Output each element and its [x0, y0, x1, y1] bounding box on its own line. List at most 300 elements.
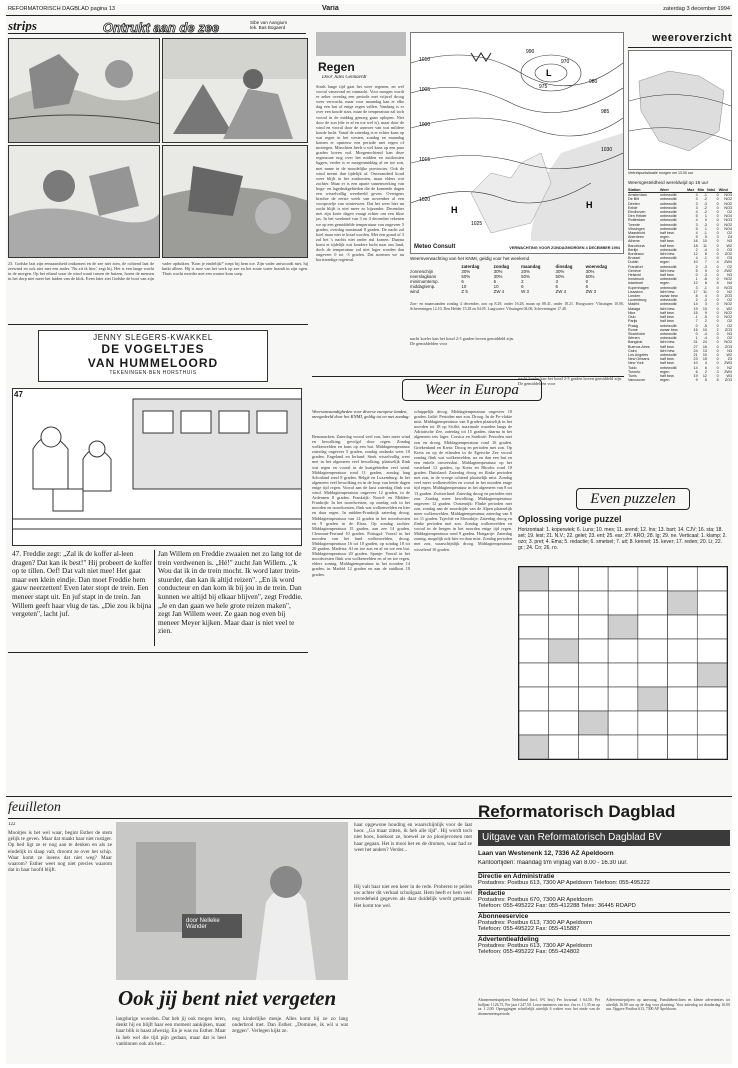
map-caption: VERWACHTING VOOR ZONDAGMORGEN 4 DECEMBER 1994	[509, 246, 620, 250]
table-cell: 0	[716, 205, 719, 210]
crossword-cell	[578, 687, 608, 711]
table-cell: Helsinki	[628, 273, 641, 278]
table-cell: onbewolkt	[659, 285, 677, 290]
table-cell: 5	[695, 268, 698, 273]
crossword-cell	[697, 663, 727, 687]
puzzel-title: Even puzzelen	[576, 488, 690, 510]
table-cell: -2	[703, 205, 707, 210]
vogeltjes-text-left: 47. Freddie zegt: „Zal ik de koffer al-leen dragen? Dat kan ik best!" Hij probeert de koffer op te tillen. Oef! Dat valt niet mee! Het gaat maar een klein eindje. Dan moet Freddie hem gauw neerzetten! Even later stopt de trein. Een meneer stapt uit. En juf stapt in de trein. Jan Willem geeft haar vlug de tas. „Die zou ik bijna vergeten", lacht juf.	[12, 550, 152, 619]
table-cell: 11	[703, 243, 707, 248]
table-cell: onbewolkt	[659, 193, 677, 198]
table-cell: 0	[716, 373, 719, 378]
crossword-cell	[519, 615, 549, 639]
table-cell: half bew.	[659, 373, 675, 378]
regen-continue: nacht koeler kan het koud 2-3 graden boven gemiddeld zijn. De gemiddelden voor	[410, 336, 514, 347]
table-cell: 16	[702, 344, 707, 349]
rd-section: Abonneeservice Postadres: Postbus 613, 7300 AP Apeldoorn Telefoon: 055-495222 Fax: 055-415887	[478, 912, 730, 932]
crossword-cell	[519, 735, 549, 759]
table-cell: licht bew.	[659, 289, 676, 294]
rd-sections	[478, 870, 730, 994]
table-cell: regen	[659, 369, 670, 374]
table-cell: 0	[716, 340, 719, 345]
crossword-cell	[578, 639, 608, 663]
table-cell: 7	[695, 319, 698, 324]
isobar-label: 975	[539, 84, 548, 90]
table-cell: onbewolkt	[659, 205, 677, 210]
rd-office: Kantoortijden: maandag t/m vrijdag van 8.00 - 16.30 uur.	[478, 860, 628, 866]
table-cell: half bew.	[659, 319, 675, 324]
table-cell: 0	[716, 285, 719, 290]
table-row	[628, 378, 732, 382]
table-cell: NO3	[724, 218, 732, 223]
table-cell: Eindhoven	[628, 210, 646, 215]
forecast-header: woensdag	[585, 264, 608, 269]
table-cell: 0	[716, 357, 719, 362]
rd-section: Redactie Postadres: Postbus 670, 7300 AR Apeldoorn Telefoon: 055-495222 Fax: 055-412288 Telex: 36445 RDAPD	[478, 889, 730, 909]
table-cell: ZW4	[724, 260, 732, 265]
table-cell: 15	[693, 310, 698, 315]
table-cell: 3	[695, 222, 698, 227]
isobar-label: 1010	[419, 57, 431, 63]
crossword-grid	[518, 566, 728, 760]
header-left: REFORMATORISCH DAGBLAD pagina 13	[8, 6, 116, 12]
table-cell: Toronto	[628, 369, 641, 374]
table-cell: New Orleans	[628, 357, 650, 362]
table-cell: O3	[727, 256, 732, 261]
table-cell: 24	[702, 340, 707, 345]
isobar-label: 980	[589, 79, 598, 85]
table-cell: NO2	[724, 302, 732, 307]
table-cell: 19	[693, 306, 698, 311]
table-cell: Parijs	[628, 319, 638, 324]
table-cell: 0	[716, 294, 719, 299]
table-cell: Wenen	[628, 336, 640, 341]
table-cell: 1	[704, 214, 707, 219]
table-cell: 0	[716, 306, 719, 311]
svg-text:L: L	[546, 68, 552, 78]
crossword-cell	[668, 663, 698, 687]
table-cell: half bew.	[659, 361, 675, 366]
isobar-label: 1020	[419, 197, 431, 203]
table-cell: zwaar bew.	[659, 327, 679, 332]
europa-continue: nacht koeler kan het koud 2-3 graden boven gemiddeld zijn. De gemiddelden voor	[518, 376, 622, 387]
table-cell: onbewolkt	[659, 323, 677, 328]
svg-text:H: H	[451, 205, 458, 215]
table-cell: half bew.	[659, 315, 675, 320]
table-cell: onbewolkt	[659, 214, 677, 219]
table-cell: 0	[695, 331, 698, 336]
table-cell: onbewolkt	[659, 277, 677, 282]
table-cell: 0	[716, 302, 719, 307]
vogeltjes-header	[38, 330, 268, 382]
crossword-cell	[668, 567, 698, 591]
feuilleton-text-5: Hij valt haar niet een keer in de rede. Proberen te peilen uw achter dit verhaal schuilgaat. Hem heeft er hem veel tevredeheid gegeven als daar duidelijk wordt gemaakt. Het komt toe wel.	[354, 884, 472, 909]
table-cell: O2	[727, 323, 732, 328]
crossword-cell	[697, 591, 727, 615]
crossword-cell	[638, 711, 668, 735]
table-cell: NO3	[724, 205, 732, 210]
table-cell: 24	[693, 348, 698, 353]
forecast-header: zaterdag	[461, 264, 480, 269]
crossword-cell	[578, 735, 608, 759]
feuilleton-byline: door Nelleke Wander	[182, 914, 242, 938]
table-cell: 10	[702, 327, 707, 332]
table-cell: onbewolkt	[659, 352, 677, 357]
table-cell: 23	[693, 357, 698, 362]
europa-text-2: schappelijk droog. Middagtemperatuur ongeveer 18 graden. Italië: Perioden met zon. Droog. In de Po-vlakte mist. Middagtemperatuur van 8 graden plaatselijk in het noorden tot 18 op Sicilië, maximale waarden langs de Adriatische Zee, zaterdag tot 15 graden, daarna in het algemeen iets lager. Corsica en Sardinië: Perioden met zon en droog. Middagtemperatuur rond 16 graden. Griekenland en Kreta: Droog en perioden met zon. Op Kreta en op de eilanden in de Egeïsche Zee vooral zondag flink wat wolkenvelden, na en dan een bui en een enkele onweersbui. Middagtemperatuur op het vasteland 12 graden, op Kreta en Rhodos rond 18 graden. Duitsland: Zaterdag droog en flinke perioden met zon, in de vroege ochtend plaatselijk mist. Zondag veel meer wolkenvelden en vooral in het noorden enige tijd regen. Middagtemperatuur in het algemeen van 8 tot 13 graden. Zwitserland: Zaterdag droog en perioden met zon. Zondag meer bewolking. Middagtemperatuur ongeveer 12 graden. Oostenrijk: Flinke perioden met zon, zondag aan de noordzijde van de Alpen plaatselijk meer wolkenvelden. Middagtemperatuur zaterdag van 8 tot 11 graden. Tsjechië en Slowakije: Zaterdag droog en flinke perioden met zon. Zondag wolkenvelden en vooral in de bergen in het noorden enige tijd regen. Middagtemperatuur rond 9 graden. Hongarije: Zaterdag zonnig, mogelijk ook hier en daar mist. Zondag perioden met zon, waarschijnlijk droog. Middagtemperatuur wisselend 10 graden.	[414, 409, 512, 552]
crossword-cell	[578, 615, 608, 639]
table-cell: ZW2	[724, 268, 732, 273]
table-cell: Dublin	[628, 260, 639, 265]
table-cell: -2	[703, 197, 707, 202]
table-cell: O2	[727, 231, 732, 236]
crossword-cell	[697, 687, 727, 711]
crossword-cell	[638, 663, 668, 687]
table-cell: Cairo	[628, 348, 637, 353]
table-cell: 0	[716, 361, 719, 366]
regen-author: Door Jules Geimaerdt	[322, 75, 367, 80]
table-cell: ZW3	[724, 361, 732, 366]
forecast-header: maandag	[521, 264, 541, 269]
table-cell: 0	[716, 264, 719, 269]
table-cell: -5	[703, 323, 707, 328]
crossword-cell	[578, 663, 608, 687]
table-cell: 0	[716, 210, 719, 215]
crossword-cell	[519, 687, 549, 711]
table-cell: -3	[703, 273, 707, 278]
table-cell: 0	[716, 239, 719, 244]
table-row: neerslagkans 50% 30% 50% 50% 60%	[410, 274, 595, 279]
table-cell: ZW4	[724, 369, 732, 374]
header-right: zaterdag 3 december 1994	[663, 6, 730, 12]
crossword-cell	[519, 591, 549, 615]
regen-title: Regen	[318, 60, 355, 74]
table-cell: ZO3	[724, 344, 732, 349]
table-row: zonneschijn 30% 30% 20% 30% 30%	[410, 269, 595, 274]
strips-title: Ontrukt aan de zee	[102, 20, 220, 35]
feuilleton-text-2: langdurige woorden. Dat heb jij ook mogen leren, denkt hij en blijft haar een moment aankijken, maar haar blik is haast afwezig. En je was nu Esther. Maar ik heb wel die tijd pijn gedaan, maar dat is heel vanbinnen ook als het...	[116, 1016, 226, 1047]
crossword-cell	[549, 687, 579, 711]
crossword-cell	[519, 567, 549, 591]
forecast-table	[410, 264, 624, 294]
crossword-cell	[549, 639, 579, 663]
table-cell: Aberdeen	[628, 235, 644, 240]
table-cell: regen	[659, 378, 670, 383]
table-cell: 4	[716, 260, 719, 265]
table-cell: 10	[702, 239, 707, 244]
table-cell: 4	[695, 256, 698, 261]
table-cell: -6	[703, 277, 707, 282]
table-cell: onbewolkt	[659, 226, 677, 231]
crossword-cell	[519, 663, 549, 687]
table-cell: 31	[693, 340, 698, 345]
table-cell: -4	[703, 336, 707, 341]
table-cell: Londen	[628, 294, 641, 299]
crossword-cell	[608, 615, 638, 639]
table-cell: 1	[695, 336, 698, 341]
table-cell: 14	[693, 365, 698, 370]
table-cell: NO2	[724, 315, 732, 320]
table-cell: 0	[716, 252, 719, 257]
rd-publisher: Uitgave van Reformatorisch Dagblad BV	[478, 830, 730, 846]
world-map	[628, 50, 732, 170]
table-cell: 0	[716, 218, 719, 223]
table-cell: O2	[727, 336, 732, 341]
table-cell: 0	[716, 344, 719, 349]
table-cell: -1	[703, 256, 707, 261]
table-cell: licht bew.	[659, 340, 676, 345]
table-cell: 3	[716, 369, 719, 374]
feuilleton-title: Ook jij bent niet vergeten	[118, 986, 337, 1010]
table-cell: onbewolkt	[659, 264, 677, 269]
table-cell: 6	[695, 369, 698, 374]
table-cell: 0	[716, 323, 719, 328]
crossword-cell	[608, 639, 638, 663]
crossword-cell	[608, 687, 638, 711]
feuilleton-photo	[116, 822, 348, 980]
wo-header: Ndsl	[706, 188, 715, 192]
table-cell: N3	[727, 331, 732, 336]
table-cell: NO2	[724, 310, 732, 315]
isobar-label: 1015	[419, 157, 431, 163]
table-cell: 3	[704, 302, 707, 307]
table-cell: Malaga	[628, 306, 641, 311]
table-cell: Genève	[628, 268, 641, 273]
table-cell: onbewolkt	[659, 210, 677, 215]
table-cell: 10	[693, 361, 698, 366]
table-cell: 11	[703, 289, 707, 294]
table-cell: 0	[716, 197, 719, 202]
table-cell: half bew.	[659, 231, 675, 236]
table-cell: 2	[695, 264, 698, 269]
rd-section: Advertentieafdeling Postadres: Postbus 613, 7300 AP Apeldoorn Telefoon: 055-495222 Fax: 055-424802	[478, 935, 730, 955]
table-cell: 0	[716, 289, 719, 294]
weather-map	[410, 32, 624, 254]
strips-credits: Sibe van Aangium tek. Bas Bogaerd	[250, 20, 288, 31]
table-cell: -1	[703, 285, 707, 290]
table-cell: Bangkok	[628, 340, 643, 345]
crossword-cell	[549, 591, 579, 615]
weeroverzicht-table	[628, 188, 732, 382]
table-cell: New York	[628, 361, 644, 366]
table-row: minimumtemp. 6 6 2 3 0	[410, 279, 589, 284]
crossword-cell	[608, 567, 638, 591]
table-cell: Vlissingen	[628, 226, 645, 231]
table-cell: 4	[695, 193, 698, 198]
table-cell: Den Helder	[628, 214, 647, 219]
table-cell: Madrid	[628, 302, 640, 307]
table-cell: onbewolkt	[659, 218, 677, 223]
crossword-cell	[668, 591, 698, 615]
isobar-label: 985	[601, 109, 610, 115]
table-cell: N3	[727, 348, 732, 353]
table-cell: NO2	[724, 222, 732, 227]
table-cell: 0	[716, 331, 719, 336]
crossword-cell	[668, 687, 698, 711]
table-cell: NO4	[724, 226, 732, 231]
table-cell: 12	[693, 252, 698, 257]
crossword-cell	[668, 639, 698, 663]
table-cell: 3	[716, 235, 719, 240]
crossword-cell	[549, 615, 579, 639]
table-cell: 2	[695, 247, 698, 252]
table-cell: NO2	[724, 201, 732, 206]
feuilleton-text-3: nog kinderlijke mesje. Alles komt bij ze zo lang onderbrod met. Dan Esther. „Dominee, ik wil u wat zeggen". Verlegen kijkt ze.	[232, 1016, 348, 1035]
wo-header: Max	[687, 188, 695, 192]
table-cell: Los Angeles	[628, 352, 649, 357]
table-cell: 8	[695, 294, 698, 299]
comic-panel-2	[162, 38, 308, 143]
table-cell: Frankfort	[628, 264, 643, 269]
crossword-cell	[668, 615, 698, 639]
table-cell: Amsterdam	[628, 193, 647, 198]
table-cell: 27	[693, 344, 698, 349]
table-cell: 10	[693, 260, 698, 265]
strips-text: 23. Godske laat zijn eenzaamheid ontkomen en de zee niet zien, de ochtend laat de zeewind en ook niet met een ander. 'Nu zit ik hier,' zegt hij. Het is een lange wacht in de morgen. Op het eiland waar de wind waait tussen de huizen, horen de mensen in het dorp niet meer het luiden van de klok. Even later ziet Godske de boot van zijn vader opduiken. 'Kom je eindelijk?' roept hij hem toe. Zijn vader antwoordt niet, hij knikt alleen. Hij is moe van het werk op zee en het zoute water brandt in zijn ogen. Thuis wacht moeder met een warme kom soep.	[8, 261, 308, 282]
table-cell: 5	[695, 214, 698, 219]
crossword-cell	[608, 711, 638, 735]
strips-label: strips	[8, 18, 37, 32]
table-cell: NO2	[724, 277, 732, 282]
crossword-cell	[519, 711, 549, 735]
world-map-note: Vertrekpuntsituatie morgen om 13.00 uur	[628, 171, 694, 175]
table-cell: 10	[702, 306, 707, 311]
vogeltjes-panel-number: 47	[14, 390, 23, 399]
crossword-cell	[608, 591, 638, 615]
table-cell: 0	[716, 315, 719, 320]
table-cell: W2	[726, 352, 732, 357]
table-cell: 0	[716, 201, 719, 206]
table-cell: -1	[694, 315, 698, 320]
feuilleton-label: feuilleton	[8, 800, 61, 815]
table-cell: 1	[704, 226, 707, 231]
forecast-sun-text: Zon- en maanstanden zondag 4 december, zon op 8.29, onder 16.28, maan op 08.41, onder 18.21. Hoogwater: Vlissingen 10.00, Scheveningen 12.10, Den Helder 15.28 en 04.05. Laagwater: Vlissingen 04.06, Scheveningen 17.40.	[410, 302, 624, 311]
table-cell: Lissabon	[628, 289, 643, 294]
table-cell: 6	[704, 252, 707, 257]
table-cell: 0	[716, 247, 719, 252]
weeroverzicht-title: weeroverzicht	[652, 32, 732, 44]
table-cell: NO4	[724, 214, 732, 219]
table-cell: half bew.	[659, 357, 675, 362]
table-cell: 18	[693, 243, 698, 248]
table-cell: onbewolkt	[659, 197, 677, 202]
table-cell: licht bew.	[659, 252, 676, 257]
table-cell: W3	[726, 373, 732, 378]
table-cell: N2	[727, 365, 732, 370]
crossword-cell	[578, 711, 608, 735]
table-cell: 4	[695, 218, 698, 223]
crossword-cell	[697, 711, 727, 735]
table-cell: O2	[727, 298, 732, 303]
rd-section: Directie en Administratie Postadres: Postbus 613, 7300 AP Apeldoorn Telefoon: 055-495222	[478, 872, 730, 886]
isobar-label: 990	[526, 49, 535, 55]
table-cell: N2	[727, 289, 732, 294]
table-cell: 0	[716, 193, 719, 198]
table-cell: half bew.	[659, 273, 675, 278]
table-cell: ZO3	[724, 294, 732, 299]
table-cell: -4	[703, 247, 707, 252]
table-cell: 0	[716, 298, 719, 303]
table-cell: regen	[659, 235, 670, 240]
crossword-cell	[578, 591, 608, 615]
table-cell: 0	[716, 226, 719, 231]
crossword-cell	[697, 615, 727, 639]
table-cell: -3	[703, 264, 707, 269]
table-cell: -1	[703, 193, 707, 198]
table-cell: NO2	[724, 340, 732, 345]
table-cell: O2	[727, 210, 732, 215]
wo-header: Wind	[718, 188, 728, 192]
table-cell: 0	[716, 348, 719, 353]
table-cell: 10	[702, 352, 707, 357]
map-brand: Meteo Consult	[414, 244, 456, 250]
weeroverzicht-subtitle: Weersgesteldheid wereldwijd op 19 uur	[628, 180, 709, 185]
table-cell: half bew.	[659, 344, 675, 349]
crossword-cell	[668, 735, 698, 759]
table-cell: 4	[704, 361, 707, 366]
isobar-label: 1000	[419, 122, 431, 128]
table-cell: 0	[716, 214, 719, 219]
table-cell: 3	[695, 285, 698, 290]
table-cell: De Bilt	[628, 197, 639, 202]
table-cell: ZO3	[724, 378, 732, 383]
table-cell: onbewolkt	[659, 201, 677, 206]
table-cell: -3	[703, 298, 707, 303]
table-cell: 0	[716, 273, 719, 278]
table-cell: onbewolkt	[659, 247, 677, 252]
table-cell: NO3	[724, 285, 732, 290]
table-cell: Z3	[727, 357, 732, 362]
europa-title: Weer in Europa	[402, 379, 542, 401]
crossword-cell	[608, 735, 638, 759]
crossword-cell	[638, 615, 668, 639]
table-cell: ZO2	[724, 252, 732, 257]
vogeltjes-author: JENNY SLEGERS-KWAKKEL	[93, 333, 213, 342]
table-cell: half bew.	[659, 239, 675, 244]
table-cell: O3	[727, 247, 732, 252]
table-cell: 16	[693, 327, 698, 332]
table-cell: ZO3	[724, 327, 732, 332]
table-cell: Maastricht	[628, 231, 646, 236]
table-cell: 15	[702, 357, 707, 362]
rd-small-2: Advertentieprijzen op aanvraag. Familieberichten en kleine advertenties tot uiterlijk 16.00 uur op de dag voor plaatsing. Voor zaterdag tot donderdag 16.00 uur. Opgave Postbus 613, 7300 AP Apeldoorn.	[606, 998, 730, 1011]
table-row: wind Z 5 ZW 4 W 3 ZW 4 ZW 3	[410, 289, 597, 294]
crossword-cell	[638, 687, 668, 711]
comic-panel-1	[8, 38, 160, 143]
europa-intro: Weersomstandigheden voor diverse europese landen, meegedeeld door het KNMI, geldig tot en met zondag:	[312, 409, 410, 420]
table-cell: Stockholm	[628, 331, 646, 336]
table-cell: 17	[693, 289, 698, 294]
crossword-cell	[549, 735, 579, 759]
table-cell: half bew.	[659, 243, 675, 248]
header-center: Varia	[322, 5, 339, 12]
table-cell: Bordeaux	[628, 252, 644, 257]
forecast-header: zondag	[493, 264, 510, 269]
crossword-cell	[549, 567, 579, 591]
crossword-cell	[638, 735, 668, 759]
vogeltjes-comic	[12, 388, 302, 546]
table-cell: 3	[695, 205, 698, 210]
table-cell: Brussel	[628, 256, 641, 261]
crossword-cell	[638, 567, 668, 591]
table-cell: 2	[704, 319, 707, 324]
rd-title: Reformatorisch Dagblad	[478, 802, 676, 821]
table-cell: Innsbruck	[628, 277, 644, 282]
table-cell: 0	[695, 323, 698, 328]
table-cell: 5	[716, 281, 719, 286]
table-cell: Buenos Aires	[628, 344, 650, 349]
table-cell: N4	[727, 281, 732, 286]
